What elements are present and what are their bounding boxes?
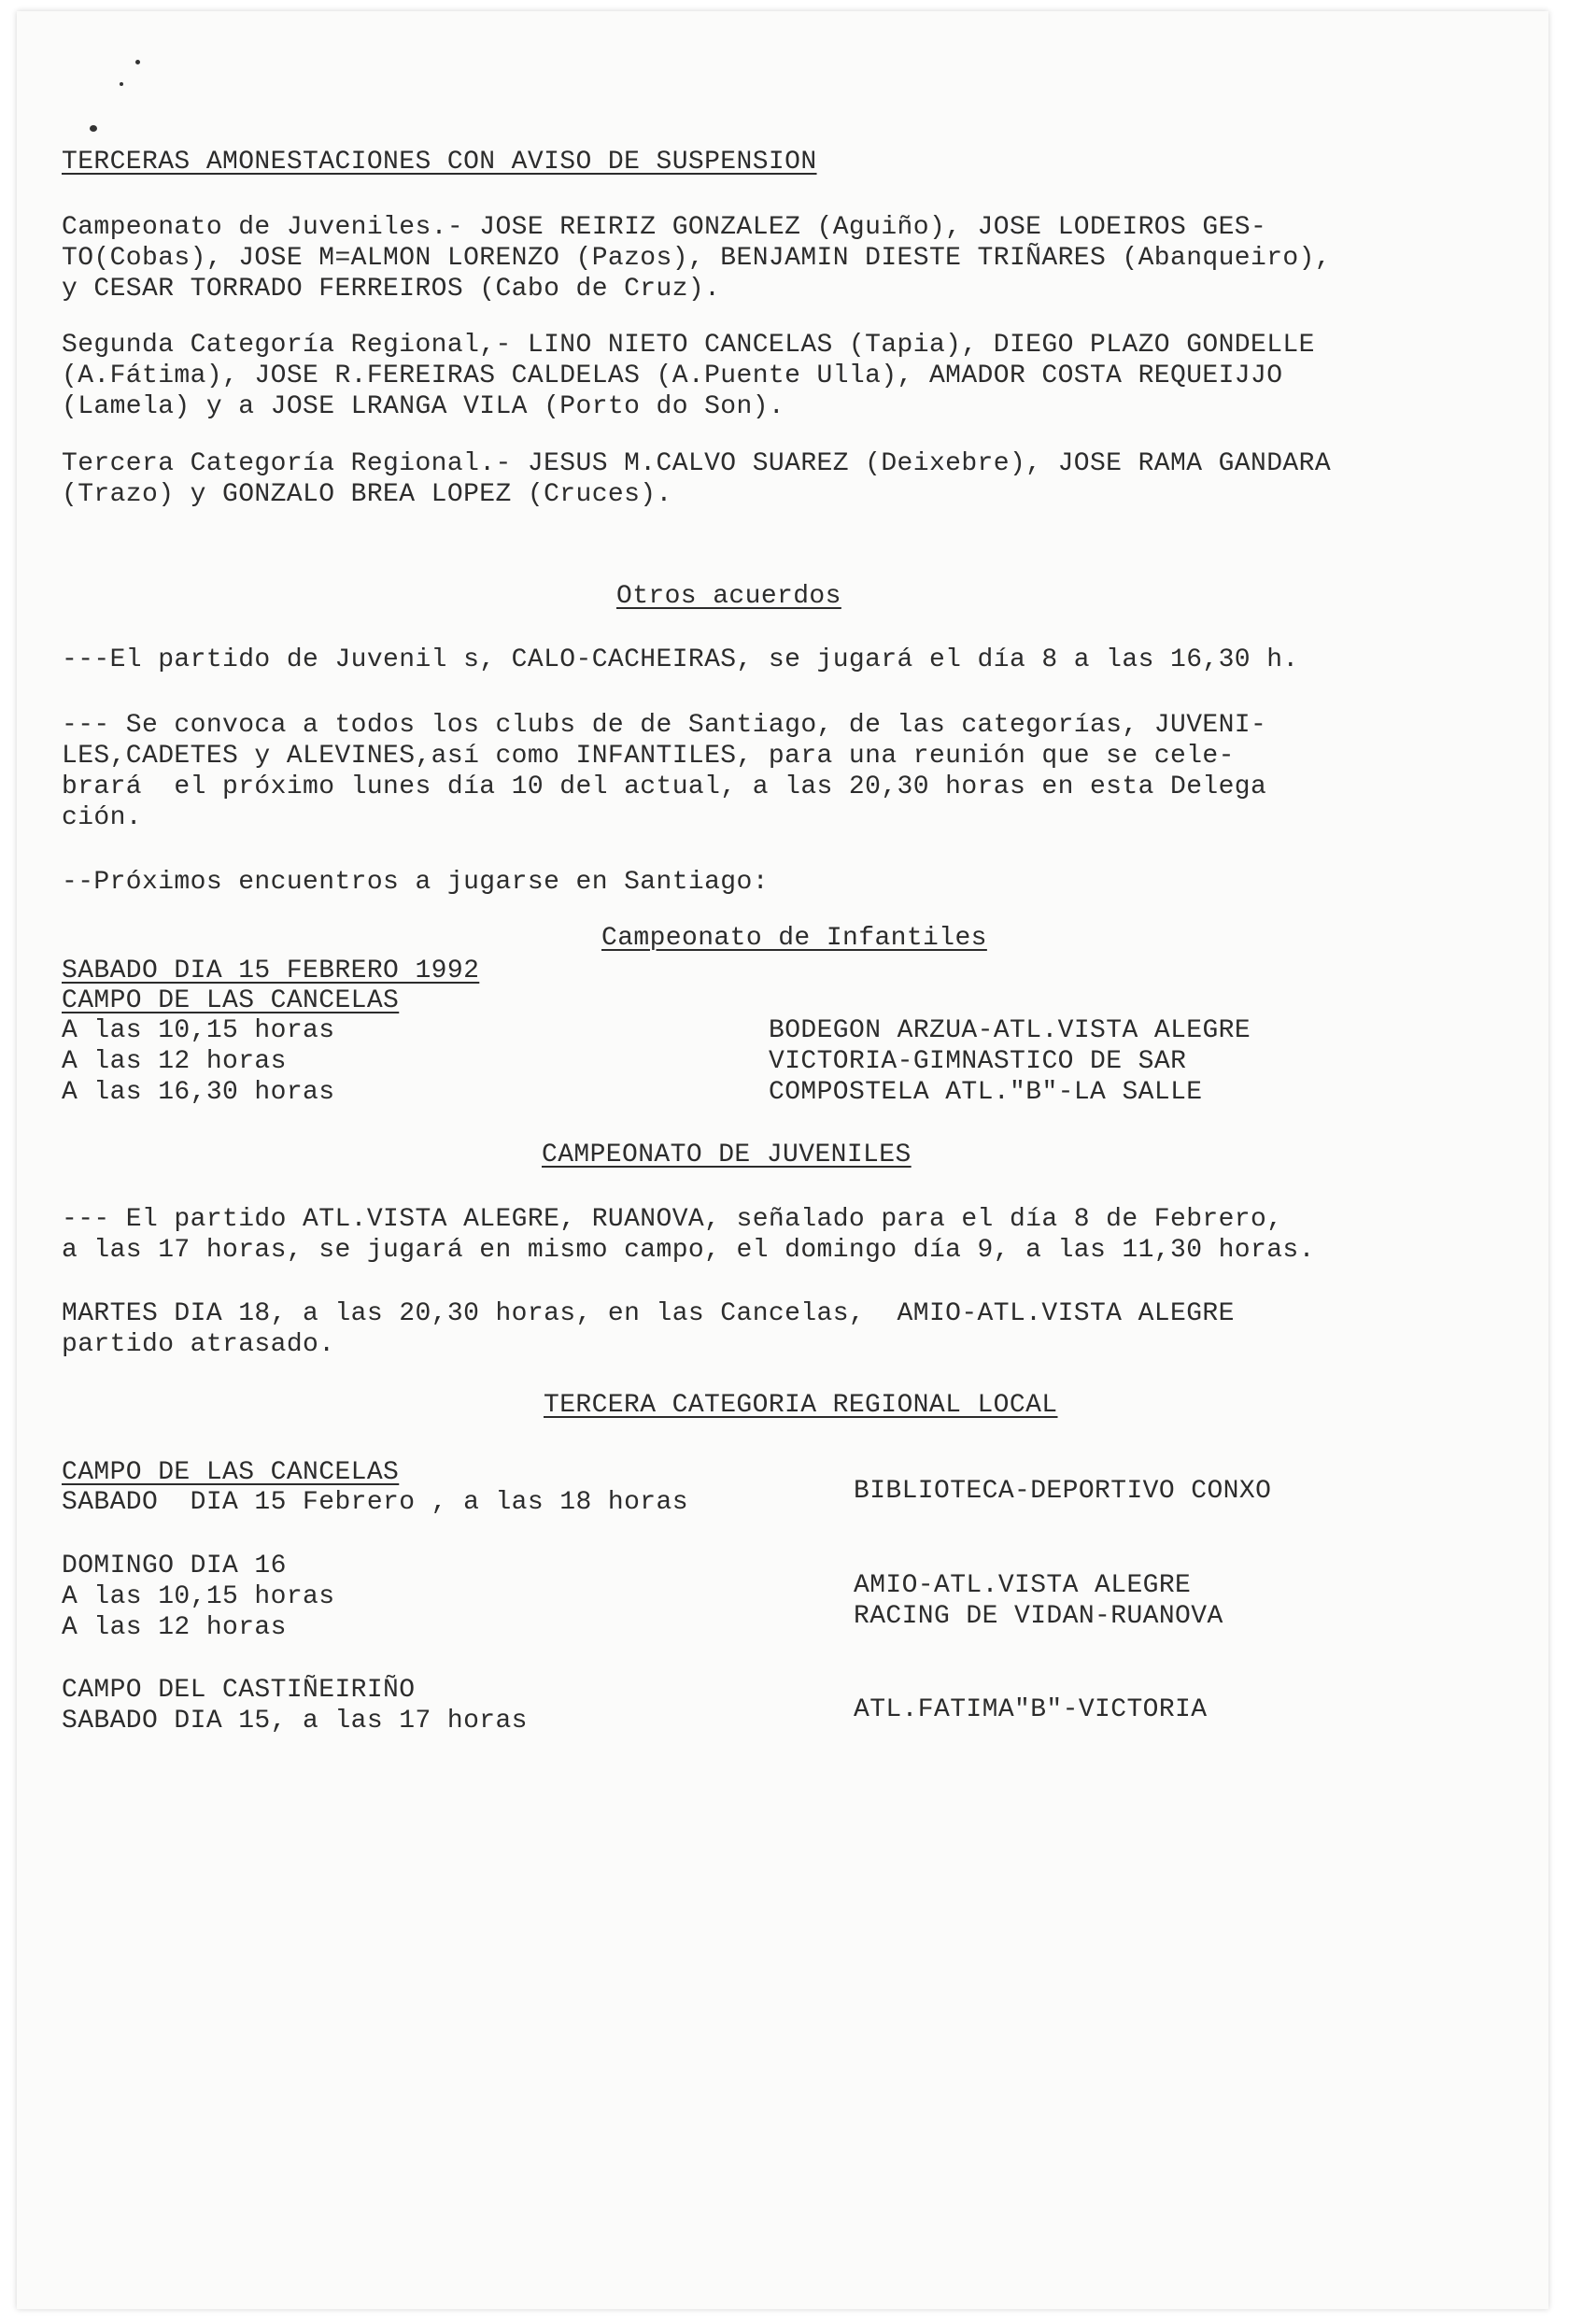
juveniles-title: CAMPEONATO DE JUVENILES (542, 1141, 912, 1169)
martes-line-1: MARTES DIA 18, a las 20,30 horas, en las Cancelas, AMIO-ATL.VISTA ALEGRE (62, 1299, 1235, 1328)
tercera-sabado: SABADO DIA 15 Febrero , a las 18 horas (62, 1488, 688, 1517)
amonestacion-segunda-line-2: (A.Fátima), JOSE R.FEREIRAS CALDELAS (A.Puente Ulla), AMADOR COSTA REQUEIJJO (62, 361, 1283, 390)
amonestacion-juveniles-line-1: Campeonato de Juveniles.- JOSE REIRIZ GONZALEZ (Aguiño), JOSE LODEIROS GES- (62, 213, 1267, 242)
infantiles-title: Campeonato de Infantiles (601, 924, 987, 953)
tercera-domingo-match: AMIO-ATL.VISTA ALEGRE (854, 1571, 1192, 1600)
amonestacion-juveniles-line-3: y CESAR TORRADO FERREIROS (Cabo de Cruz). (62, 275, 721, 304)
martes-line-2: partido atrasado. (62, 1330, 335, 1359)
amonestacion-segunda-line-1: Segunda Categoría Regional,- LINO NIETO CANCELAS (Tapia), DIEGO PLAZO GONDELLE (62, 331, 1315, 360)
tercera-title: TERCERA CATEGORIA REGIONAL LOCAL (544, 1391, 1058, 1420)
convocatoria-line-4: ción. (62, 803, 143, 832)
heading: TERCERAS AMONESTACIONES CON AVISO DE SUSPENSION (62, 148, 817, 177)
amonestacion-segunda-line-3: (Lamela) y a JOSE LRANGA VILA (Porto do Son). (62, 392, 785, 421)
tercera-domingo: DOMINGO DIA 16 (62, 1552, 287, 1580)
tercera-match-castineirino: ATL.FATIMA"B"-VICTORIA (854, 1695, 1208, 1724)
convocatoria-line-1: --- Se convoca a todos los clubs de de Santiago, de las categorías, JUVENI- (62, 711, 1267, 740)
amonestacion-tercera-line-2: (Trazo) y GONZALO BREA LOPEZ (Cruces). (62, 480, 672, 509)
infantiles-match: COMPOSTELA ATL."B"-LA SALLE (769, 1078, 1203, 1107)
amonestacion-tercera-line-1: Tercera Categoría Regional.- JESUS M.CALVO SUAREZ (Deixebre), JOSE RAMA GANDARA (62, 449, 1332, 478)
tercera-sabado-castineirino: SABADO DIA 15, a las 17 horas (62, 1707, 528, 1736)
convocatoria-line-2: LES,CADETES y ALEVINES,así como INFANTILES, para una reunión que se cele- (62, 742, 1235, 771)
infantiles-time: A las 16,30 horas (62, 1078, 335, 1107)
tercera-domingo-match: RACING DE VIDAN-RUANOVA (854, 1602, 1223, 1631)
infantiles-campo: CAMPO DE LAS CANCELAS (62, 986, 400, 1015)
convocatoria-line-3: brará el próximo lunes día 10 del actual, a las 20,30 horas en esta Delega (62, 772, 1267, 801)
juveniles-line-1: --- El partido ATL.VISTA ALEGRE, RUANOVA, señalado para el día 8 de Febrero, (62, 1205, 1283, 1234)
proximos-encuentros: --Próximos encuentros a jugarse en Santiago: (62, 868, 769, 897)
infantiles-date: SABADO DIA 15 FEBRERO 1992 (62, 957, 480, 985)
tercera-campo-castineirino: CAMPO DEL CASTIÑEIRIÑO (62, 1676, 416, 1705)
tercera-match-sabado: BIBLIOTECA-DEPORTIVO CONXO (854, 1477, 1272, 1506)
infantiles-match: VICTORIA-GIMNASTICO DE SAR (769, 1047, 1187, 1076)
amonestacion-juveniles-line-2: TO(Cobas), JOSE M=ALMON LORENZO (Pazos), BENJAMIN DIESTE TRIÑARES (Abanqueiro), (62, 244, 1332, 273)
tercera-domingo-time: A las 10,15 horas (62, 1582, 335, 1611)
ink-speck (120, 82, 123, 86)
partido-juvenil-note: ---El partido de Juvenil s, CALO-CACHEIRAS, se jugará el día 8 a las 16,30 h. (62, 645, 1299, 674)
otros-acuerdos-title: Otros acuerdos (616, 582, 841, 611)
tercera-campo-cancelas: CAMPO DE LAS CANCELAS (62, 1458, 400, 1487)
ink-speck (90, 125, 97, 132)
infantiles-match: BODEGON ARZUA-ATL.VISTA ALEGRE (769, 1016, 1251, 1045)
infantiles-time: A las 10,15 horas (62, 1016, 335, 1045)
ink-speck (135, 60, 140, 64)
infantiles-time: A las 12 horas (62, 1047, 287, 1076)
juveniles-line-2: a las 17 horas, se jugará en mismo campo, el domingo día 9, a las 11,30 horas. (62, 1236, 1315, 1265)
tercera-domingo-time: A las 12 horas (62, 1613, 287, 1642)
